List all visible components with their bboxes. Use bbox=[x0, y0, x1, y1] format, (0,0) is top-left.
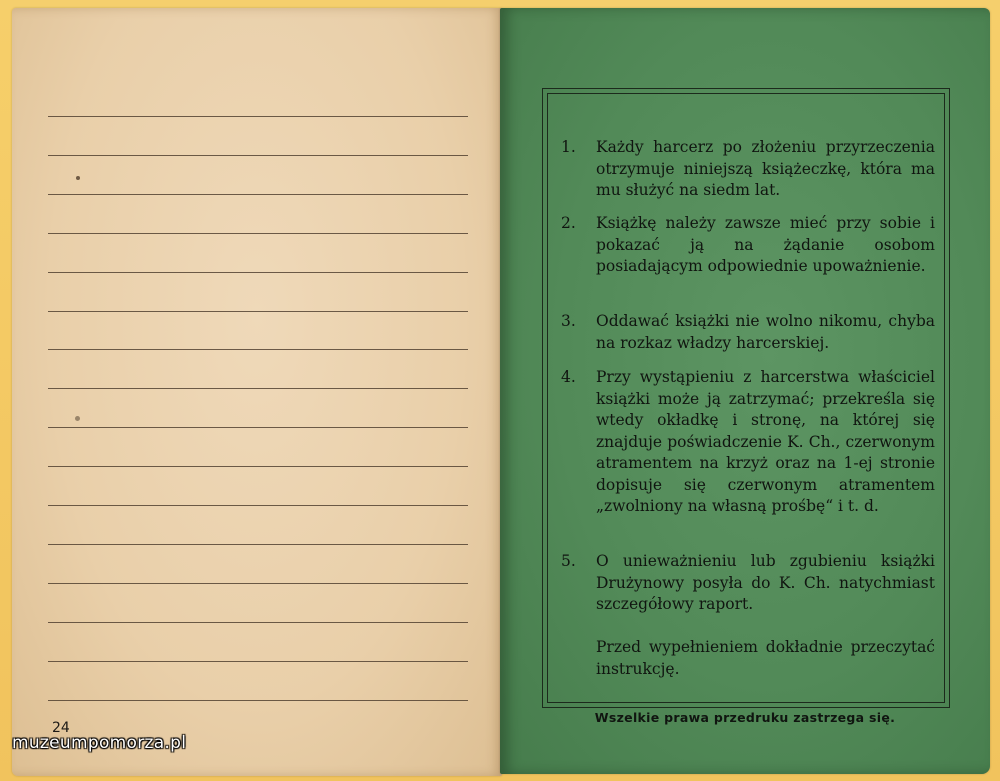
rule-number: 5. bbox=[561, 552, 576, 570]
ruled-line bbox=[48, 622, 468, 623]
copyright-footer: Wszelkie prawa przedruku zastrzega się. bbox=[594, 710, 896, 725]
text-frame bbox=[542, 88, 950, 708]
right-page bbox=[500, 8, 990, 774]
ruled-line bbox=[48, 427, 468, 428]
ruled-line bbox=[48, 349, 468, 350]
closing-note bbox=[561, 637, 935, 680]
watermark: muzeumpomorza.pl bbox=[12, 733, 187, 753]
rule-number: 3. bbox=[561, 312, 576, 330]
rule-text: O unieważnieniu lub zgubieniu książki Drużynowy posyła do K. Ch. natychmiast szczegółowy raport. bbox=[596, 552, 935, 613]
rule-text: Oddawać książki nie wolno nikomu, chyba na rozkaz władzy harcerskiej. bbox=[596, 312, 935, 352]
rule-item-2 bbox=[561, 213, 935, 278]
rule-item-1 bbox=[561, 137, 935, 202]
rule-text: Książkę należy zawsze mieć przy sobie i pokazać ją na żądanie osobom posiadającym odpowiednie upoważnienie. bbox=[596, 214, 935, 275]
ruled-line bbox=[48, 272, 468, 273]
left-page bbox=[12, 8, 502, 776]
ruled-line bbox=[48, 505, 468, 506]
ruled-line bbox=[48, 194, 468, 195]
paper-speck bbox=[75, 416, 80, 421]
paper-speck bbox=[76, 176, 80, 180]
rule-item-3 bbox=[561, 311, 935, 354]
rule-number: 4. bbox=[561, 368, 576, 386]
ruled-line bbox=[48, 661, 468, 662]
rule-text: Przy wystąpieniu z harcerstwa właściciel książki może ją zatrzymać; przekreśla się wtedy okładkę i stronę, na której się znajduje poświadczenie K. Ch., czerwonym atramentem na krzyż oraz na 1-ej stronie dopisuje się czerwonym atramentem „zwolniony na własną prośbę“ i t. d. bbox=[596, 368, 935, 515]
rule-text: Każdy harcerz po złożeniu przyrzeczenia otrzymuje niniejszą książeczkę, która ma mu służyć na siedm lat. bbox=[596, 138, 935, 199]
rule-item-5 bbox=[561, 551, 935, 616]
ruled-line bbox=[48, 311, 468, 312]
ruled-line bbox=[48, 116, 468, 117]
closing-note-text: Przed wypełnieniem dokładnie przeczytać instrukcję. bbox=[596, 638, 935, 678]
ruled-line bbox=[48, 544, 468, 545]
ruled-line bbox=[48, 388, 468, 389]
rule-number: 2. bbox=[561, 214, 576, 232]
ruled-line bbox=[48, 583, 468, 584]
ruled-line bbox=[48, 155, 468, 156]
page-number: 24 bbox=[52, 720, 70, 736]
ruled-line bbox=[48, 233, 468, 234]
rule-number: 1. bbox=[561, 138, 576, 156]
ruled-line bbox=[48, 466, 468, 467]
ruled-line bbox=[48, 700, 468, 701]
rule-item-4 bbox=[561, 367, 935, 518]
